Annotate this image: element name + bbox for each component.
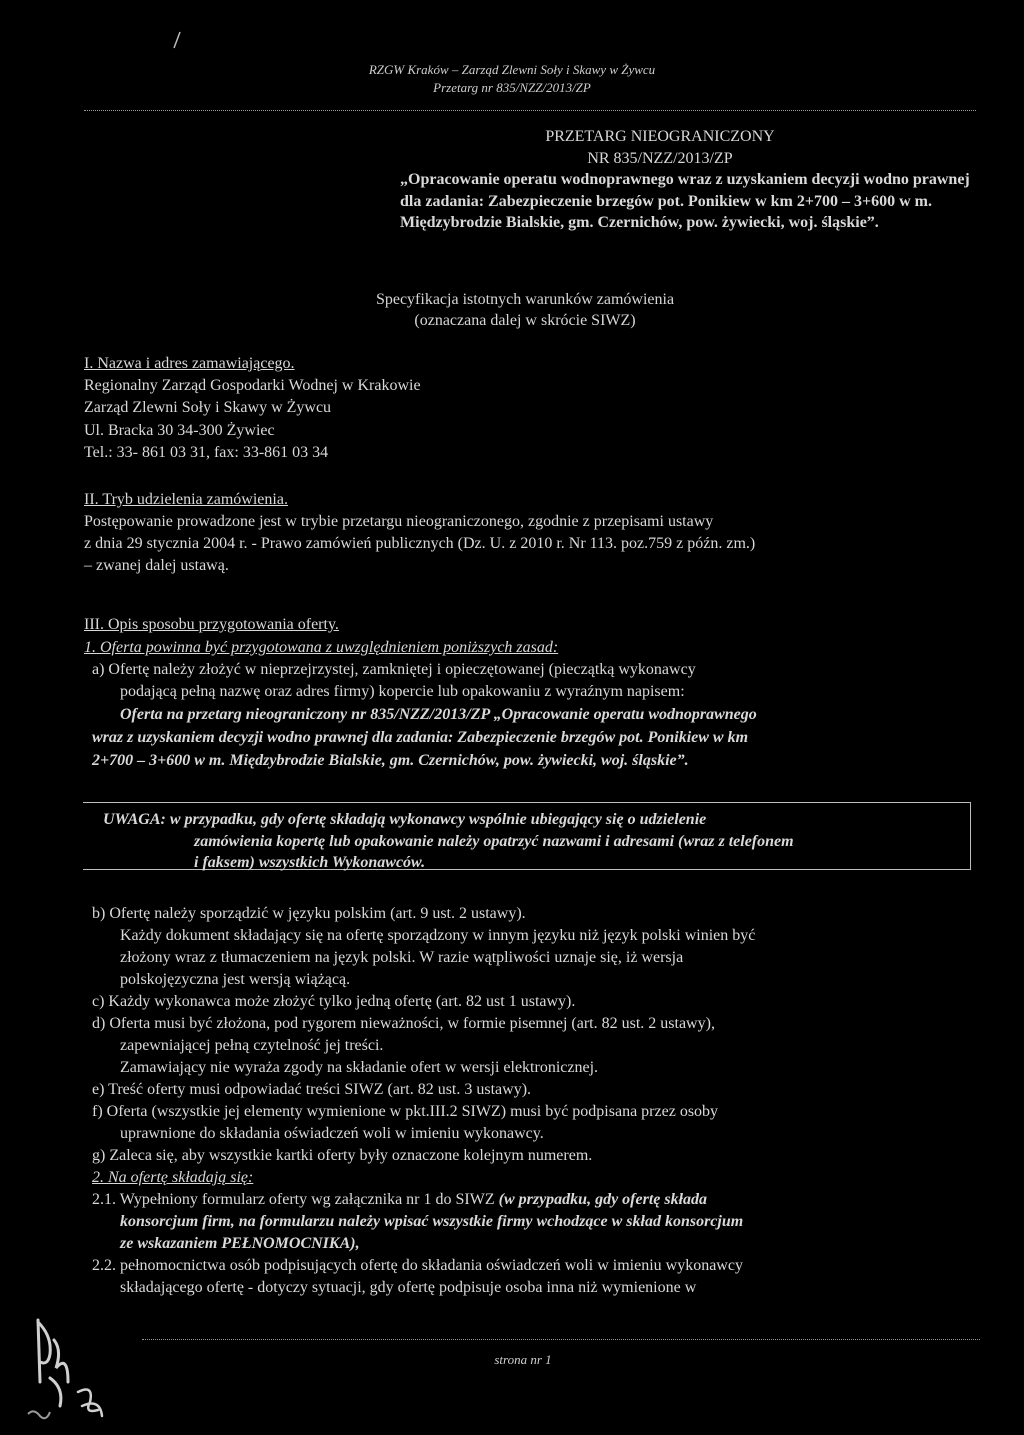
point-2-1-line (92, 1189, 707, 1211)
title-line2: NR 835/NZZ/2013/ZP (587, 149, 733, 167)
title-subject: „Opracowanie operatu wodnoprawnego wraz z uzyskaniem decyzji wodno prawnej dla zadania: Zabezpieczenie brzegów pot. Ponikiew w km 2+700 – 3+600 w m. Międzybrodzie Bialskie, gm. Czernichów, pow. żywiecki, woj. śląskie”. (400, 171, 970, 232)
section2-line: – zwanej dalej ustawą. (84, 557, 229, 574)
point-d-line: d) Oferta musi być złożona, pod rygorem nieważności, w formie pisemnej (art. 82 ust. 2 ustawy), (92, 1015, 715, 1032)
point-2-1-italic: (w przypadku, gdy ofertę składa (498, 1191, 708, 1208)
section1-heading: I. Nazwa i adres zamawiającego. (84, 355, 295, 372)
section1-line: Zarząd Zlewni Soły i Skawy w Żywcu (84, 399, 332, 416)
offer-label-line: 2+700 – 3+600 w m. Międzybrodzie Bialskie, gm. Czernichów, pow. żywiecki, woj. śląskie”. (92, 752, 689, 769)
point-b-line: złożony wraz z tłumaczeniem na język polski. W razie wątpliwości uznaje się, iż wersja (120, 949, 684, 966)
point-a-line: a) Ofertę należy złożyć w nieprzejrzystej, zamkniętej i opieczętowanej (pieczątką wykonawcy (92, 661, 696, 678)
title-line1: PRZETARG NIEOGRANICZONY (545, 128, 775, 145)
section1-line: Tel.: 33- 861 03 31, fax: 33-861 03 34 (84, 444, 329, 461)
point-d-line: zapewniającej pełną czytelność jej treści. (120, 1037, 384, 1054)
handwritten-initials-signature (20, 1310, 120, 1425)
section1-line: Ul. Bracka 30 34-300 Żywiec (84, 422, 275, 439)
notice-line: i faksem) wszystkich Wykonawców. (194, 854, 426, 871)
point-2-1-italic-line: konsorcjum firm, na formularzu należy wpisać wszystkie firmy wchodzące w skład konsorcjum (120, 1213, 744, 1230)
point2-heading: 2. Na ofertę składają się: (92, 1169, 254, 1186)
point-d-line: Zamawiający nie wyraża zgody na składanie ofert w wersji elektronicznej. (120, 1059, 599, 1076)
title-block (400, 126, 980, 234)
header-rule (84, 110, 976, 111)
spec-line1: Specyfikacja istotnych warunków zamówienia (375, 291, 675, 308)
point-b-line: b) Ofertę należy sporządzić w języku polskim (art. 9 ust. 2 ustawy). (92, 905, 526, 922)
point-2-1-text: 2.1. Wypełniony formularz oferty wg załącznika nr 1 do SIWZ (92, 1191, 499, 1208)
section1-line: Regionalny Zarząd Gospodarki Wodnej w Krakowie (84, 377, 421, 394)
notice-line: UWAGA: w przypadku, gdy ofertę składają wykonawcy wspólnie ubiegający się o udzielenie (103, 811, 707, 828)
point-2-1-italic-line: ze wskazaniem PEŁNOMOCNIKA), (120, 1235, 360, 1252)
offer-label-line: Oferta na przetarg nieograniczony nr 835/NZZ/2013/ZP „Opracowanie operatu wodnoprawnego (120, 706, 757, 723)
header-institution: RZGW Kraków – Zarząd Zlewni Soły i Skawy w Żywcu (368, 62, 656, 77)
point-a-line: podającą pełną nazwę oraz adres firmy) kopercie lub opakowaniu z wyraźnym napisem: (120, 683, 685, 700)
footer-rule (142, 1339, 980, 1340)
section3-subheading: 1. Oferta powinna być przygotowana z uwzględnieniem poniższych zasad: (84, 639, 559, 656)
section2-heading: II. Tryb udzielenia zamówienia. (84, 491, 288, 508)
section3-heading: III. Opis sposobu przygotowania oferty. (84, 616, 339, 633)
point-2-2-line: 2.2. pełnomocnictwa osób podpisujących ofertę do składania oświadczeń woli w imieniu wykonawcy (92, 1257, 743, 1274)
header-tender-number: Przetarg nr 835/NZZ/2013/ZP (433, 80, 591, 95)
section2-line: z dnia 29 stycznia 2004 r. - Prawo zamówień publicznych (Dz. U. z 2010 r. Nr 113. poz.759 z późn. zm.) (84, 535, 756, 552)
point-e-line: e) Treść oferty musi odpowiadać treści SIWZ (art. 82 ust. 3 ustawy). (92, 1081, 532, 1098)
spec-line2: (oznaczana dalej w skrócie SIWZ) (414, 312, 636, 329)
page-number: strona nr 1 (494, 1352, 552, 1367)
scan-mark (168, 30, 188, 52)
notice-line: zamówienia kopertę lub opakowanie należy opatrzyć nazwami i adresami (wraz z telefonem (194, 833, 794, 850)
point-g-line: g) Zaleca się, aby wszystkie kartki oferty były oznaczone kolejnym numerem. (92, 1147, 593, 1164)
point-f-line: uprawnione do składania oświadczeń woli w imieniu wykonawcy. (120, 1125, 544, 1142)
point-f-line: f) Oferta (wszystkie jej elementy wymienione w pkt.III.2 SIWZ) musi być podpisana przez osoby (92, 1103, 719, 1120)
point-c-line: c) Każdy wykonawca może złożyć tylko jedną ofertę (art. 82 ust 1 ustawy). (92, 993, 576, 1010)
offer-label-line: wraz z uzyskaniem decyzji wodno prawnej dla zadania: Zabezpieczenie brzegów pot. Ponikiew w km (92, 729, 749, 746)
point-b-line: polskojęzyczna jest wersją wiążącą. (120, 971, 351, 988)
point-b-line: Każdy dokument składający się na ofertę sporządzony w innym języku niż język polski winien być (120, 927, 756, 944)
point-2-2-line: składającego ofertę - dotyczy sytuacji, gdy ofertę podpisuje osoba inna niż wymienione w (120, 1279, 697, 1296)
section2-line: Postępowanie prowadzone jest w trybie przetargu nieograniczonego, zgodnie z przepisami ustawy (84, 513, 714, 530)
notice-box (83, 802, 971, 870)
